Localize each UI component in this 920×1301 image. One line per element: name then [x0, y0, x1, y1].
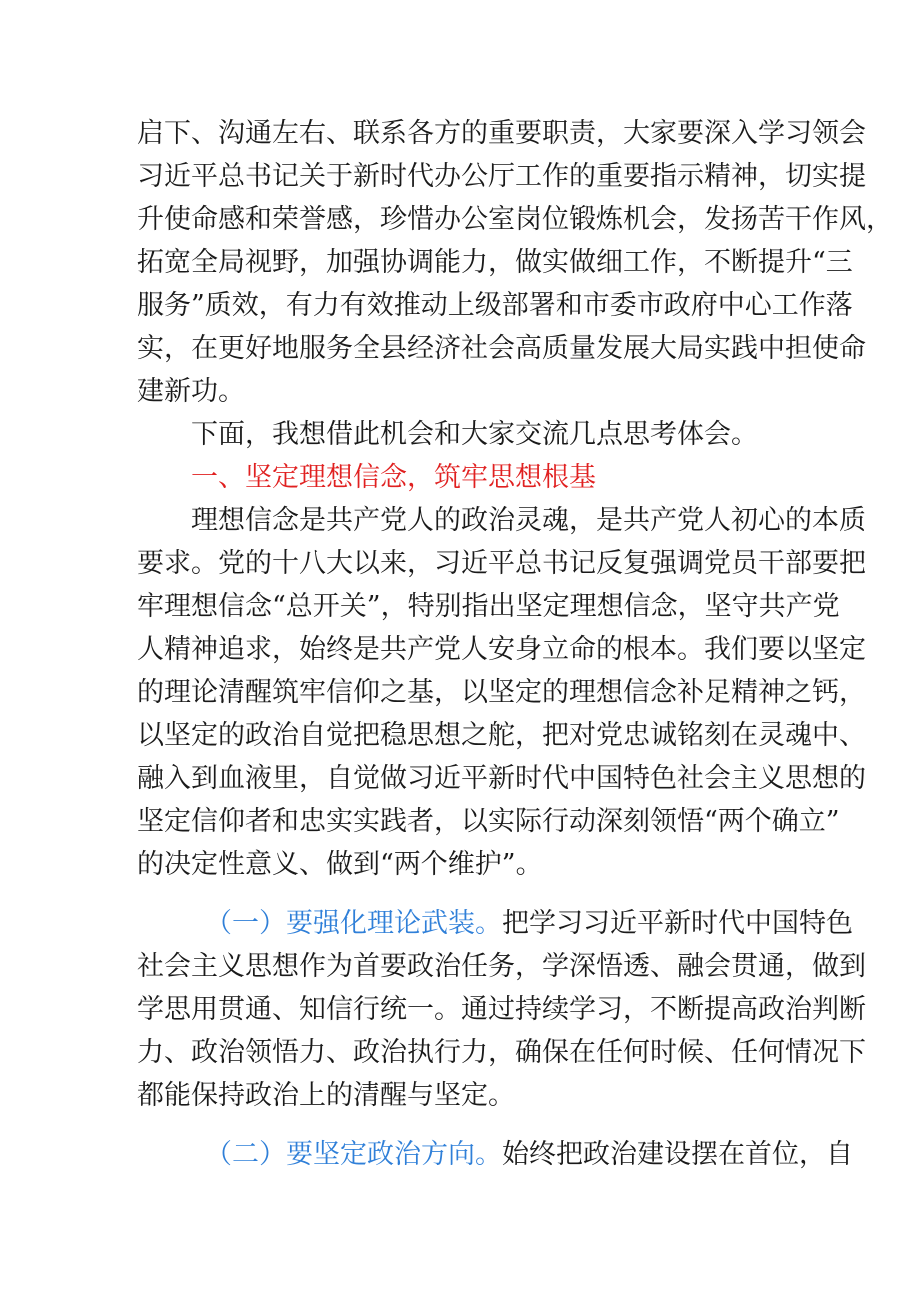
subsection-heading: （二）要坚定政治方向。 [205, 1139, 502, 1170]
paragraph-spacer [137, 1117, 793, 1133]
paragraph-line: 以坚定的政治自觉把稳思想之舵，把对党忠诚铭刻在灵魂中、 [137, 720, 866, 751]
subsection-text: 始终把政治建设摆在首位，自 [502, 1139, 853, 1170]
section-body [137, 499, 866, 886]
subsection-1 [137, 902, 866, 1117]
paragraph-line: 启下、沟通左右、联系各方的重要职责，大家要深入学习领会 [137, 118, 866, 149]
paragraph-intro-continuation [137, 112, 893, 413]
paragraph-line: 习近平总书记关于新时代办公厅工作的重要指示精神，切实提 [137, 161, 866, 192]
paragraph-line: 融入到血液里，自觉做习近平新时代中国特色社会主义思想的 [137, 763, 866, 794]
section-heading: 一、坚定理想信念，筑牢思想根基 [191, 462, 596, 493]
paragraph-line: 学思用贯通、知信行统一。通过持续学习，不断提高政治判断 [137, 994, 866, 1025]
paragraph-spacer [137, 886, 793, 902]
paragraph-line: 的理论清醒筑牢信仰之基，以坚定的理想信念补足精神之钙， [137, 677, 866, 708]
paragraph-line: 拓宽全局视野，加强协调能力，做实做细工作，不断提升“三 [137, 247, 853, 278]
paragraph-line: 理想信念是共产党人的政治灵魂，是共产党人初心的本质 [191, 505, 866, 536]
paragraph-line: 建新功。 [137, 376, 245, 407]
paragraph-line: 升使命感和荣誉感，珍惜办公室岗位锻炼机会，发扬苦干作风， [137, 204, 893, 235]
paragraph-line: 社会主义思想作为首要政治任务，学深悟透、融会贯通，做到 [137, 951, 866, 982]
paragraph-line: 人精神追求，始终是共产党人安身立命的根本。我们要以坚定 [137, 634, 866, 665]
paragraph-line: 的决定性意义、做到“两个维护”。 [137, 849, 543, 880]
subsection-heading: （一）要强化理论武装。 [205, 908, 502, 939]
paragraph-line: 牢理想信念“总开关”，特别指出坚定理想信念，坚守共产党 [137, 591, 840, 622]
document-body [137, 112, 893, 1176]
subsection-2 [137, 1133, 853, 1176]
paragraph-line: 服务”质效，有力有效推动上级部署和市委市政府中心工作落 [137, 290, 853, 321]
paragraph-transition: 下面，我想借此机会和大家交流几点思考体会。 [191, 419, 758, 450]
paragraph-line: 力、政治领悟力、政治执行力，确保在任何时候、任何情况下 [137, 1037, 866, 1068]
paragraph-line: 都能保持政治上的清醒与坚定。 [137, 1080, 515, 1111]
paragraph-line: 实，在更好地服务全县经济社会高质量发展大局实践中担使命 [137, 333, 866, 364]
subsection-first-line [137, 1133, 853, 1176]
subsection-text: 把学习习近平新时代中国特色 [502, 908, 853, 939]
subsection-first-line [137, 902, 853, 945]
paragraph-line: 要求。党的十八大以来，习近平总书记反复强调党员干部要把 [137, 548, 866, 579]
paragraph-line: 坚定信仰者和忠实实践者，以实际行动深刻领悟“两个确立” [137, 806, 840, 837]
